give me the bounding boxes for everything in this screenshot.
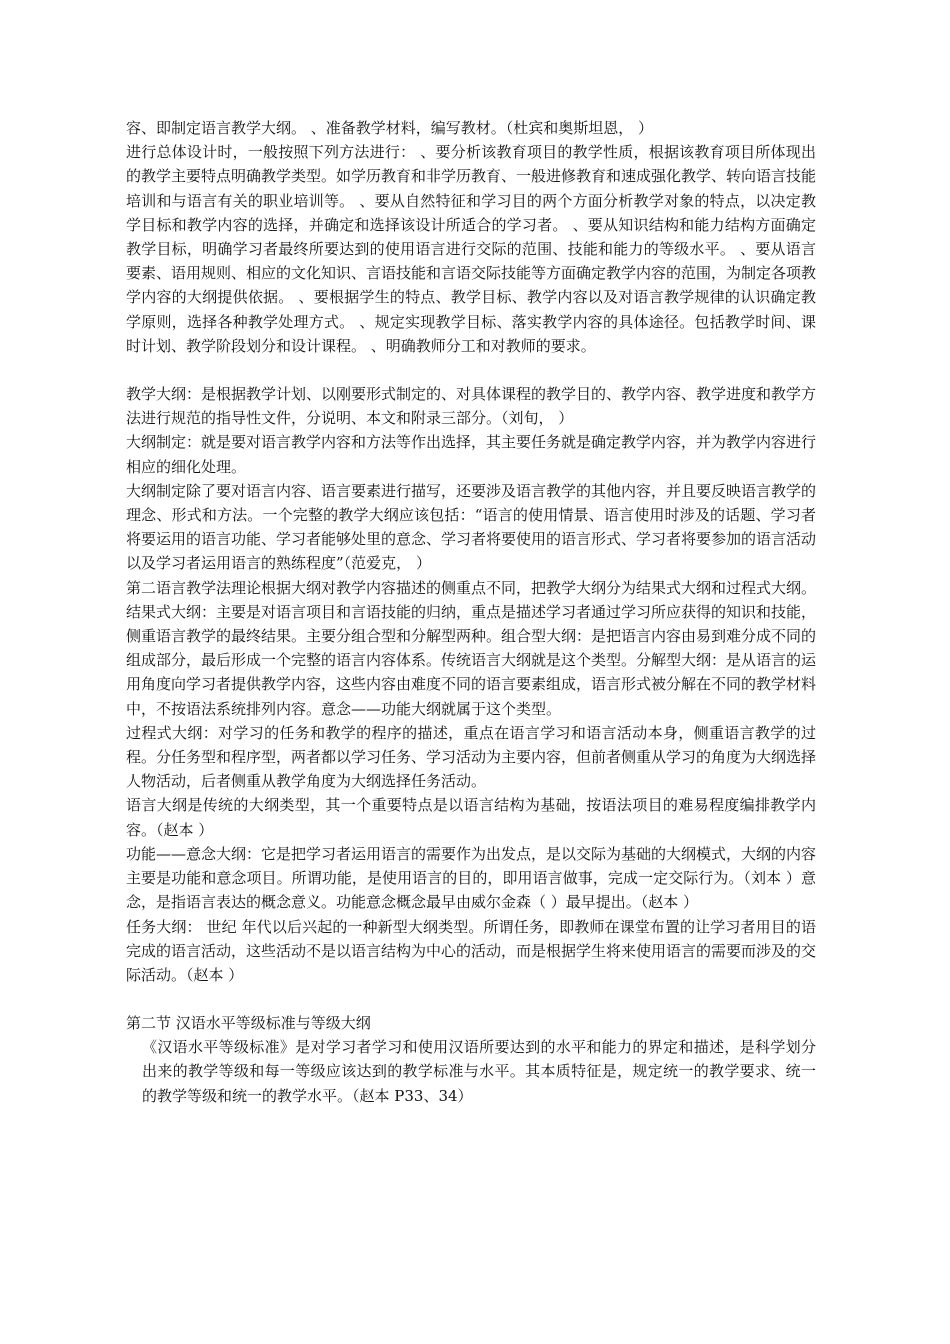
paragraph-gap [126, 987, 816, 1011]
document-page [126, 116, 816, 1108]
paragraph-process-syllabus: 过程式大纲：对学习的任务和教学的程序的描述，重点在语言学习和语言活动本身，侧重语言教学的过程。分任务型和程序型，两者都以学习任务、学习活动为主要内容，但前者侧重从学习的角度为大纲选择人物活动，后者侧重从教学角度为大纲选择任务活动。 [126, 723, 817, 791]
paragraph-functional-notional: 功能——意念大纲：它是把学习者运用语言的需要作为出发点，是以交际为基础的大纲模式，大纲的内容主要是功能和意念项目。所谓功能，是使用语言的目的，即用语言做事，完成一定交际行为。（刘本 ）意念，是指语言表达的概念意义。功能意念概念最早由威尔金森（ ）最早提出。（赵本 ） [126, 844, 817, 912]
paragraph-gap [126, 358, 816, 382]
paragraph-task-syllabus: 任务大纲： 世纪 年代以后兴起的一种新型大纲类型。所谓任务，即教师在课堂布置的让学习者用目的语完成的语言活动，这些活动不是以语言结构为中心的活动，而是根据学生将来使用语言的需要而涉及的交际活动。（赵本 ） [126, 917, 817, 984]
paragraph-syllabus-contents: 大纲制定除了要对语言内容、语言要素进行描写，还要涉及语言教学的其他内容，并且要反映语言教学的理念、形式和方法。一个完整的教学大纲应该包括：“语言的使用情景、语言使用时涉及的话题、学习者将要运用的语言功能、学习者能够处里的意念、学习者将要使用的语言形式、学习者将要参加的语言活动以及学习者运用语言的熟练程度”（范爱克， ） [126, 481, 817, 573]
paragraph-syllabus-types: 第二语言教学法理论根据大纲对教学内容描述的侧重点不同，把教学大纲分为结果式大纲和过程式大纲。结果式大纲：主要是对语言项目和言语技能的归纳，重点是描述学习者通过学习所应获得的知识和技能，侧重语言教学的最终结果。主要分组合型和分解型两种。组合型大纲：是把语言内容由易到难分成不同的组成部分，最后形成一个完整的语言内容体系。传统语言大纲就是这个类型。分解型大纲：是从语言的运用角度向学习者提供教学内容，这些内容由难度不同的语言要素组成，语言形式被分解在不同的教学材料中，不按语法系统排列内容。意念——功能大纲就属于这个类型。 [126, 578, 817, 718]
paragraph-intro: 容、即制定语言教学大纲。 、准备教学材料，编写教材。（杜宾和奥斯坦恩， ） [126, 119, 654, 137]
paragraph-hsk-standard: 《汉语水平等级标准》是对学习者学习和使用汉语所要达到的水平和能力的界定和描述，是科学划分出来的教学等级和每一等级应该达到的教学标准与水平。其本质特征是，规定统一的教学要求、统一的教学等级和统一的教学水平。（赵本 P33、34） [142, 1038, 816, 1105]
paragraph-syllabus-definition: 教学大纲：是根据教学计划、以刚要形式制定的、对具体课程的教学目的、教学内容、教学进度和教学方法进行规范的指导性文件，分说明、本文和附录三部分。（刘旬， ） [126, 385, 817, 428]
section-heading: 第二节 汉语水平等级标准与等级大纲 [126, 1014, 371, 1033]
paragraph-syllabus-making: 大纲制定：就是要对语言教学内容和方法等作出选择，其主要任务就是确定教学内容，并为教学内容进行相应的细化处理。 [126, 433, 817, 476]
paragraph-design-method: 进行总体设计时，一般按照下列方法进行： 、要分析该教育项目的教学性质，根据该教育项目所体现出的教学主要特点明确教学类型。如学历教育和非学历教育、一般进修教育和速成强化教学、转向语言技能培训和与语言有关的职业培训等。 、要从自然特征和学习目的两个方面分析教学对象的特点，以决定教学目标和教学内容的选择，并确定和选择该设计所适合的学习者。 、要从知识结构和能力结构方面确定教学目标，明确学习者最终所要达到的使用语言进行交际的范围、技能和能力的等级水平。 、要从语言要素、语用规则、相应的文化知识、言语技能和言语交际技能等方面确定教学内容的范围，为制定各项教学内容的大纲提供依据。 、要根据学生的特点、教学目标、教学内容以及对语言教学规律的认识确定教学原则，选择各种教学处理方式。 、规定实现教学目标、落实教学内容的具体途径。包括教学时间、课时计划、教学阶段划分和设计课程。 、明确教师分工和对教师的要求。 [126, 143, 817, 355]
paragraph-language-syllabus: 语言大纲是传统的大纲类型，其一个重要特点是以语言结构为基础，按语法项目的难易程度编排教学内容。（赵本 ） [126, 796, 816, 839]
